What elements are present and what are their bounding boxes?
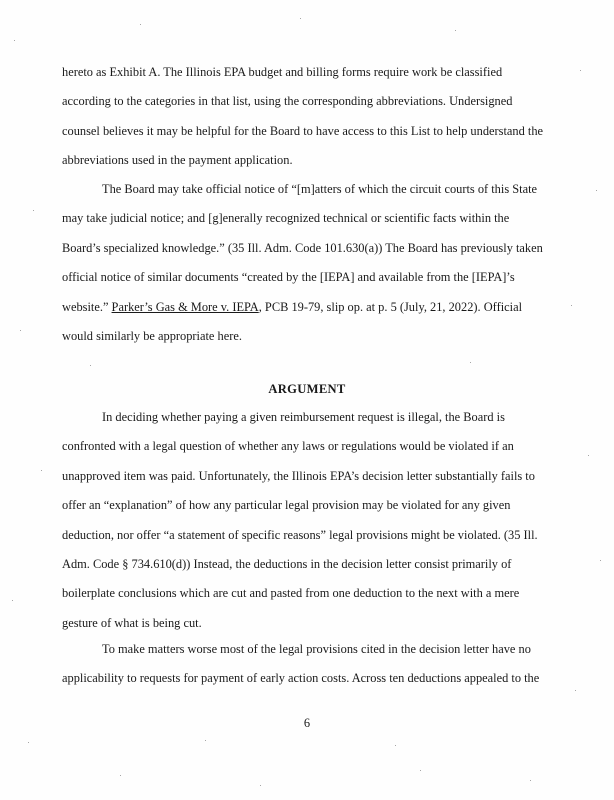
text-line: offer an “explanation” of how any particular legal provision may be violated for any given [62,498,511,513]
text-line: In deciding whether paying a given reimbursement request is illegal, the Board is [102,410,505,424]
text-line: official notice of similar documents “created by the [IEPA] and available from the [IEPA]’s [62,270,515,285]
citation-suffix: , PCB 19-79, slip op. at p. 5 (July, 21, 2022). Official [258,299,523,314]
text-line: To make matters worse most of the legal provisions cited in the decision letter have no [102,642,531,656]
section-heading: ARGUMENT [268,382,346,396]
text-line: may take judicial notice; and [g]enerally recognized technical or scientific facts within the [62,211,510,226]
text-line: hereto as Exhibit A. The Illinois EPA budget and billing forms require work be classified [62,65,503,79]
text-line: Board’s specialized knowledge.” (35 Ill. Adm. Code 101.630(a)) The Board has previously taken [62,240,543,255]
text-line: deduction, nor offer “a statement of specific reasons” legal provisions might be violated. (35 Ill. [62,527,538,542]
text-line: confronted with a legal question of whether any laws or regulations would be violated if an [62,439,514,454]
page-number: 6 [303,716,311,730]
case-name-citation: Parker’s Gas & More v. IEPA [111,299,259,314]
paragraph-exhibit-reference [62,58,548,176]
text-line: The Board may take official notice of “[m]atters of which the circuit courts of this State [102,182,538,196]
text-line: Adm. Code § 734.610(d)) Instead, the deductions in the decision letter consist primarily of [62,556,512,571]
text-line: counsel believes it may be helpful for the Board to have access to this List to help understand the [62,123,544,138]
text-line: gesture of what is being cut. [62,615,202,630]
paragraph-official-notice [62,175,548,351]
citation-prefix: website.” [62,299,112,314]
text-line: according to the categories in that list, using the corresponding abbreviations. Undersigned [62,94,513,109]
text-line: applicability to requests for payment of early action costs. Across ten deductions appealed to the [62,671,540,686]
text-line-citation [62,293,548,322]
text-line: abbreviations used in the payment application. [62,153,293,168]
text-line: unapproved item was paid. Unfortunately, the Illinois EPA’s decision letter substantially fails to [62,468,535,483]
paragraph-legal-question [62,403,548,638]
text-line: would similarly be appropriate here. [62,328,242,343]
text-line: boilerplate conclusions which are cut and pasted from one deduction to the next with a mere [62,586,520,601]
paragraph-legal-provisions [62,635,548,694]
